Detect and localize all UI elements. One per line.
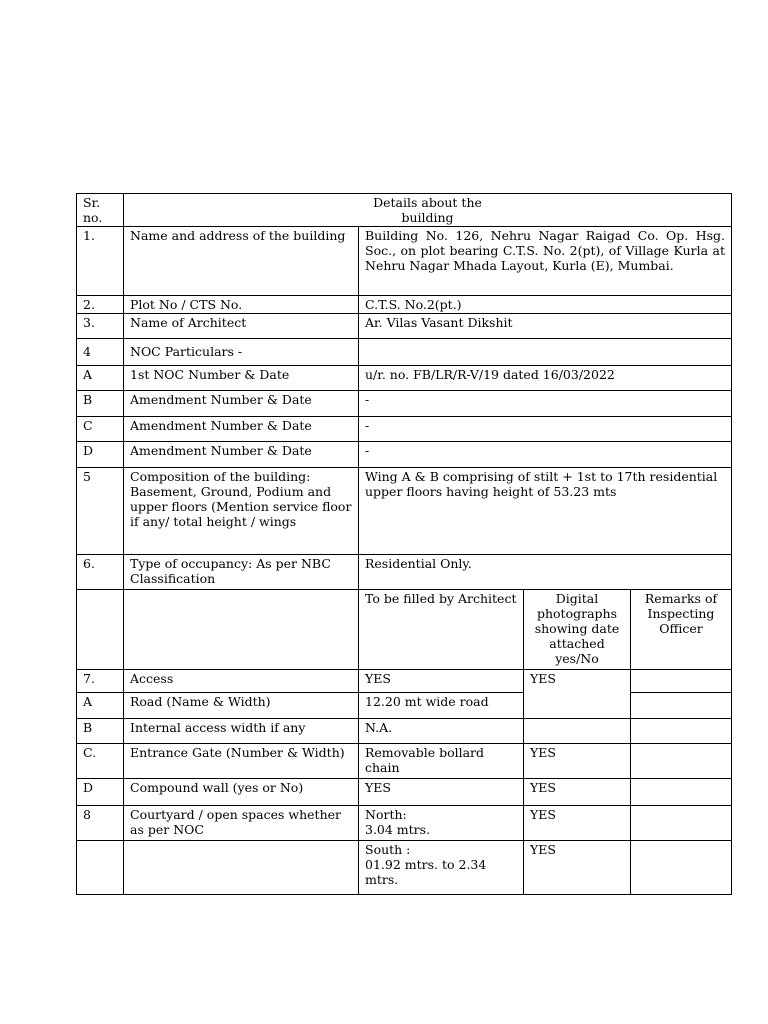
table-row [77,719,732,744]
row-value-line1: North: [365,807,407,822]
row-sr: A [77,693,124,719]
header-details [124,194,732,227]
row-label: Name of Architect [124,314,359,339]
table-row [77,391,732,417]
row-sr: C. [77,744,124,779]
table-row [77,296,732,314]
row-value [359,806,524,841]
row-photo: YES [524,779,631,806]
header-details-line1: Details about the [373,195,482,210]
row-value: Removable bollard chain [359,744,524,779]
table-row [77,468,732,555]
row-value: YES [359,670,524,693]
row-sr: 3. [77,314,124,339]
table-row [77,339,732,366]
row-value: Residential Only. [359,555,732,590]
row-remarks [631,693,732,719]
row-sr: 1. [77,227,124,296]
row-value: Building No. 126, Nehru Nagar Raigad Co. Op. Hsg. Soc., on plot bearing C.T.S. No. 2(pt), of Village Kurla at Nehru Nagar Mhada Layout, Kurla (E), Mumbai. [359,227,732,296]
row-label: Plot No / CTS No. [124,296,359,314]
row-photo: YES [524,806,631,841]
row-value: N.A. [359,719,524,744]
subheader-architect: To be filled by Architect [359,590,524,670]
row-value: C.T.S. No.2(pt.) [359,296,732,314]
table-row [77,417,732,442]
row-label: Internal access width if any [124,719,359,744]
table-row [77,693,732,719]
row-sr: D [77,442,124,468]
row-sr [77,841,124,895]
header-details-line2: building [401,210,454,225]
row-sr: D [77,779,124,806]
row-sr: B [77,719,124,744]
row-value [359,339,732,366]
subheader-row [77,590,732,670]
row-sr: 4 [77,339,124,366]
row-label: NOC Particulars - [124,339,359,366]
row-value: Ar. Vilas Vasant Dikshit [359,314,732,339]
row-label: Composition of the building: Basement, Ground, Podium and upper floors (Mention service floor if any/ total height / wings [124,468,359,555]
row-value: Wing A & B comprising of stilt + 1st to 17th residential upper floors having height of 53.23 mts [359,468,732,555]
row-value: - [359,391,732,417]
row-label: Access [124,670,359,693]
row-photo [524,719,631,744]
row-remarks [631,841,732,895]
subheader-remarks: Remarks of Inspecting Officer [631,590,732,670]
row-sr: A [77,366,124,391]
table-row [77,227,732,296]
row-sr: B [77,391,124,417]
subheader-photos: Digital photographs showing date attached yes/No [524,590,631,670]
row-label: Amendment Number & Date [124,442,359,468]
row-value-line2: 01.92 mtrs. to 2.34 mtrs. [365,857,487,887]
row-remarks [631,670,732,693]
table-row [77,744,732,779]
row-label: Name and address of the building [124,227,359,296]
table-row [77,314,732,339]
header-sr: Sr. no. [77,194,124,227]
row-remarks [631,719,732,744]
row-remarks [631,779,732,806]
row-value: - [359,442,732,468]
table-row [77,806,732,841]
table-row [77,841,732,895]
row-label: Amendment Number & Date [124,391,359,417]
row-value-line1: South : [365,842,411,857]
table-row [77,366,732,391]
row-remarks [631,806,732,841]
building-details-table [76,193,732,895]
table-row [77,670,732,693]
row-sr: C [77,417,124,442]
row-value: u/r. no. FB/LR/R-V/19 dated 16/03/2022 [359,366,732,391]
row-label: Entrance Gate (Number & Width) [124,744,359,779]
row-label: Amendment Number & Date [124,417,359,442]
row-label [124,841,359,895]
row-sr: 2. [77,296,124,314]
row-value: - [359,417,732,442]
row-label: Courtyard / open spaces whether as per NOC [124,806,359,841]
row-value-line2: 3.04 mtrs. [365,822,431,837]
row-remarks [631,744,732,779]
row-value: YES [359,779,524,806]
row-photo: YES [524,841,631,895]
table-row [77,442,732,468]
row-label: 1st NOC Number & Date [124,366,359,391]
row-sr: 7. [77,670,124,693]
row-label: Type of occupancy: As per NBC Classification [124,555,359,590]
row-value: 12.20 mt wide road [359,693,524,719]
row-photo: YES [524,744,631,779]
row-sr: 8 [77,806,124,841]
row-sr: 6. [77,555,124,590]
table-row [77,555,732,590]
row-photo: YES [524,670,631,719]
row-label: Road (Name & Width) [124,693,359,719]
row-label: Compound wall (yes or No) [124,779,359,806]
table-row [77,779,732,806]
row-sr: 5 [77,468,124,555]
row-value [359,841,524,895]
